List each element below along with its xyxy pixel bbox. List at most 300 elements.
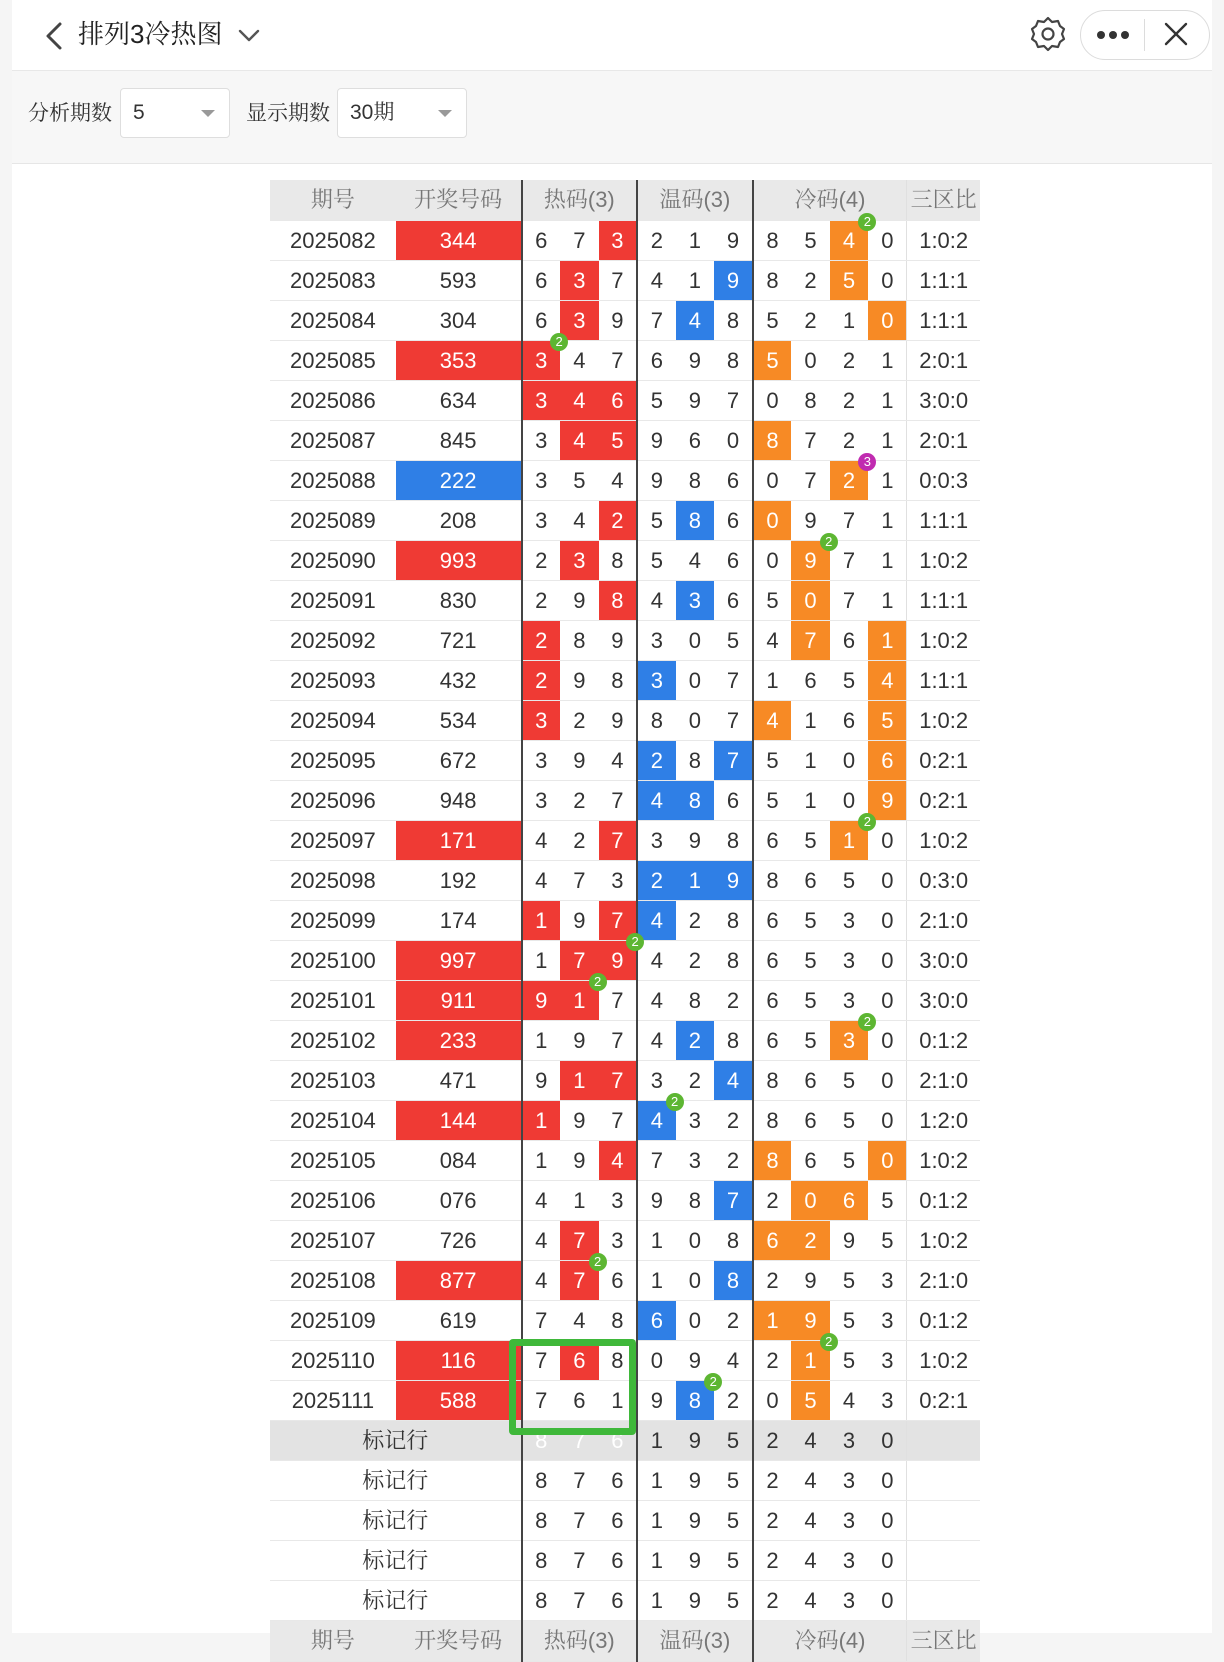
title-dropdown-button[interactable] [236,22,262,48]
hot-digit-cell: 4 [560,1301,599,1341]
issue-cell: 2025100 [270,941,396,981]
cold-digit-cell: 5 [791,221,830,261]
issue-cell: 2025092 [270,621,396,661]
issue-cell: 2025099 [270,901,396,941]
cold-digit-cell: 0 [868,861,907,901]
cold-digit-cell: 3 [830,901,869,941]
display-periods-label: 显示期数 [246,102,330,125]
warm-digit-cell: 6 [714,461,753,501]
cold-digit-cell: 0 [791,1181,830,1221]
cold-digit-cell: 6 [753,901,792,941]
table-row [270,421,980,461]
cold-digit-cell: 3 [868,1341,907,1381]
warm-digit-cell: 7 [714,741,753,781]
issue-cell: 2025109 [270,1301,396,1341]
cold-digit-cell: 1 [868,341,907,381]
hot-digit-cell: 4 [522,821,561,861]
warm-digit-cell: 3 [637,661,676,701]
zone-ratio-cell: 2:0:1 [907,341,980,381]
hot-digit-cell: 9 [522,981,561,1021]
cold-digit-cell: 1 [791,741,830,781]
table-row [270,701,980,741]
warm-digit-cell: 5 [637,381,676,421]
zone-ratio-cell: 1:0:2 [907,541,980,581]
hot-digit-cell: 3 [522,381,561,421]
cold-digit-cell: 0 [868,1101,907,1141]
issue-cell: 2025086 [270,381,396,421]
cold-digit-cell: 5 [753,741,792,781]
warm-digit-cell: 8 [714,341,753,381]
cold-digit-cell: 8 [753,1141,792,1181]
mark-warm-cell: 1 [637,1421,676,1461]
table-row [270,501,980,541]
hot-digit-cell: 2 [522,541,561,581]
hot-digit-cell: 3 [522,701,561,741]
zone-ratio-cell: 0:0:3 [907,461,980,501]
table-row [270,1261,980,1301]
hot-digit-cell: 3 [599,221,638,261]
repeat-count-badge: 2 [550,333,568,351]
cold-digit-cell: 3 [868,1261,907,1301]
cold-digit-cell: 0 [753,381,792,421]
warm-digit-cell: 6 [714,501,753,541]
warm-digit-cell: 0 [676,701,715,741]
cold-digit-cell: 2 [791,1221,830,1261]
hot-digit-cell: 7 [522,1341,561,1381]
zone-ratio-cell: 1:1:1 [907,261,980,301]
table-row [270,901,980,941]
mark-cold-cell: 0 [868,1461,907,1501]
warm-digit-cell: 2 [637,221,676,261]
hot-digit-cell: 3 [522,781,561,821]
mini-program-capsule [1080,10,1210,60]
warm-digit-cell: 9 [676,821,715,861]
warm-digit-cell: 8 [714,941,753,981]
draw-number-cell: 997 [396,941,522,981]
cold-digit-cell: 2 [830,341,869,381]
warm-digit-cell: 8 2 [676,1381,715,1421]
cold-digit-cell: 5 [830,261,869,301]
cold-digit-cell: 0 [868,821,907,861]
warm-digit-cell: 9 [714,221,753,261]
cold-digit-cell: 4 [868,661,907,701]
warm-digit-cell: 0 [676,661,715,701]
hot-digit-cell: 9 [560,901,599,941]
mark-cold-cell: 3 [830,1501,869,1541]
mark-warm-cell: 1 [637,1581,676,1621]
zone-ratio-cell: 0:1:2 [907,1181,980,1221]
hot-digit-cell: 4 [560,421,599,461]
mark-cold-cell: 0 [868,1581,907,1621]
cold-digit-cell: 2 [753,1341,792,1381]
hot-digit-cell: 9 2 [599,941,638,981]
hot-digit-cell: 8 [599,1301,638,1341]
zone-ratio-cell: 1:0:2 [907,1141,980,1181]
cold-digit-cell: 6 [830,621,869,661]
hot-digit-cell: 2 [522,581,561,621]
cold-digit-cell: 5 [868,1221,907,1261]
draw-number-cell: 588 [396,1381,522,1421]
warm-digit-cell: 1 [676,861,715,901]
table-row [270,381,980,421]
display-periods-select[interactable] [337,88,467,138]
header-draw: 开奖号码 [396,180,522,221]
cold-digit-cell: 6 [753,821,792,861]
warm-digit-cell: 1 [676,221,715,261]
warm-digit-cell: 8 [714,1261,753,1301]
cold-digit-cell: 6 [791,1141,830,1181]
zone-ratio-cell: 1:0:2 [907,701,980,741]
zone-ratio-cell: 2:1:0 [907,1061,980,1101]
draw-number-cell: 471 [396,1061,522,1101]
warm-digit-cell: 0 [676,1301,715,1341]
warm-digit-cell: 8 [676,1181,715,1221]
mark-row-label: 标记行 [270,1461,522,1501]
table-row [270,1141,980,1181]
mark-row[interactable] [270,1541,980,1581]
hot-digit-cell: 7 [599,981,638,1021]
mark-ratio-cell [907,1421,980,1461]
header-issue: 期号 [270,180,396,221]
draw-number-cell: 877 [396,1261,522,1301]
cold-digit-cell: 3 [830,981,869,1021]
cold-digit-cell: 5 [830,1101,869,1141]
warm-digit-cell: 6 [637,1301,676,1341]
more-button[interactable] [1081,11,1144,59]
zone-ratio-cell: 0:3:0 [907,861,980,901]
issue-cell: 2025098 [270,861,396,901]
analysis-periods-label: 分析期数 [28,102,112,125]
warm-digit-cell: 9 [637,461,676,501]
mark-row[interactable] [270,1581,980,1621]
cold-digit-cell: 2 [753,1261,792,1301]
warm-digit-cell: 1 [676,261,715,301]
cold-digit-cell: 1 [868,581,907,621]
mark-hot-cell: 8 [522,1421,561,1461]
mark-row[interactable] [270,1501,980,1541]
warm-digit-cell: 3 [637,621,676,661]
warm-digit-cell: 6 [714,541,753,581]
issue-cell: 2025091 [270,581,396,621]
mark-hot-cell: 6 [599,1421,638,1461]
warm-digit-cell: 2 [714,1141,753,1181]
cold-digit-cell: 5 [753,781,792,821]
issue-cell: 2025089 [270,501,396,541]
cold-digit-cell: 1 2 [830,821,869,861]
warm-digit-cell: 7 [714,381,753,421]
warm-digit-cell: 6 [714,581,753,621]
cold-digit-cell: 0 [868,1061,907,1101]
cold-digit-cell: 5 [830,1341,869,1381]
issue-cell: 2025087 [270,421,396,461]
mark-row-label: 标记行 [270,1501,522,1541]
app-frame [12,0,1212,1653]
mark-hot-cell: 6 [599,1501,638,1541]
draw-number-cell: 174 [396,901,522,941]
hot-digit-cell: 1 [522,941,561,981]
cold-digit-cell: 4 [753,701,792,741]
hot-digit-cell: 5 [560,461,599,501]
repeat-count-badge: 2 [626,933,644,951]
cold-digit-cell: 6 [791,861,830,901]
issue-cell: 2025083 [270,261,396,301]
warm-digit-cell: 4 [637,781,676,821]
warm-digit-cell: 3 [676,1101,715,1141]
warm-digit-cell: 1 [637,1261,676,1301]
cold-digit-cell: 7 [791,461,830,501]
zone-ratio-cell: 0:1:2 [907,1301,980,1341]
mark-warm-cell: 5 [714,1541,753,1581]
mark-hot-cell: 7 [560,1541,599,1581]
issue-cell: 2025106 [270,1181,396,1221]
hot-digit-cell: 9 [560,1021,599,1061]
mark-warm-cell: 1 [637,1501,676,1541]
mark-warm-cell: 9 [676,1581,715,1621]
cold-digit-cell: 0 [753,541,792,581]
cold-digit-cell: 2 [830,421,869,461]
select-arrow-icon [201,110,215,117]
hot-digit-cell: 2 [599,501,638,541]
hot-digit-cell: 3 [522,421,561,461]
draw-number-cell: 432 [396,661,522,701]
issue-cell: 2025082 [270,221,396,261]
hot-digit-cell: 9 [522,1061,561,1101]
hot-digit-cell: 2 [560,821,599,861]
hot-digit-cell: 9 [560,661,599,701]
draw-number-cell: 233 [396,1021,522,1061]
zone-ratio-cell: 1:1:1 [907,661,980,701]
mark-warm-cell: 1 [637,1461,676,1501]
draw-number-cell: 144 [396,1101,522,1141]
cold-digit-cell: 8 [753,221,792,261]
issue-cell: 2025104 [270,1101,396,1141]
warm-digit-cell: 4 [637,581,676,621]
mark-cold-cell: 3 [830,1581,869,1621]
warm-digit-cell: 2 [714,981,753,1021]
cold-digit-cell: 6 [791,1061,830,1101]
mark-cold-cell: 3 [830,1461,869,1501]
warm-digit-cell: 4 [637,941,676,981]
hot-digit-cell: 7 [599,901,638,941]
warm-digit-cell: 8 [676,981,715,1021]
cold-digit-cell: 0 [868,1021,907,1061]
mark-warm-cell: 9 [676,1421,715,1461]
cold-digit-cell: 7 [791,621,830,661]
mark-row[interactable] [270,1421,980,1461]
more-dots-icon [1081,11,1144,59]
cold-digit-cell: 1 [791,781,830,821]
mark-warm-cell: 5 [714,1581,753,1621]
hot-digit-cell: 7 [599,1061,638,1101]
cold-digit-cell: 0 [868,941,907,981]
hot-digit-cell: 3 [522,741,561,781]
chevron-left-icon [38,18,74,54]
warm-digit-cell: 8 [637,701,676,741]
filter-bar [12,71,1212,164]
table-footer-row [270,1621,980,1662]
cold-digit-cell: 6 [753,1221,792,1261]
hot-digit-cell: 3 2 [522,341,561,381]
table-row [270,581,980,621]
mark-hot-cell: 6 [599,1581,638,1621]
warm-digit-cell: 4 [676,541,715,581]
draw-number-cell: 304 [396,301,522,341]
cold-digit-cell: 2 [791,261,830,301]
mark-hot-cell: 6 [599,1541,638,1581]
cold-digit-cell: 5 [791,821,830,861]
footer-draw: 开奖号码 [396,1621,522,1662]
repeat-count-badge: 2 [820,533,838,551]
cold-digit-cell: 5 [830,661,869,701]
page-title[interactable]: 排列3冷热图 [78,19,223,49]
warm-digit-cell: 4 [714,1061,753,1101]
cold-digit-cell: 5 [753,341,792,381]
analysis-periods-value: 5 [133,101,145,124]
cold-digit-cell: 5 [753,301,792,341]
hot-digit-cell: 7 [599,821,638,861]
cold-digit-cell: 1 [868,501,907,541]
hot-digit-cell: 8 [560,621,599,661]
issue-cell: 2025111 [270,1381,396,1421]
warm-digit-cell: 9 [714,261,753,301]
draw-number-cell: 208 [396,501,522,541]
cold-digit-cell: 9 [791,501,830,541]
hot-digit-cell: 7 [522,1301,561,1341]
mark-hot-cell: 7 [560,1581,599,1621]
warm-digit-cell: 4 [637,981,676,1021]
repeat-count-badge: 2 [858,1013,876,1031]
hot-digit-cell: 4 [599,461,638,501]
mark-hot-cell: 7 [560,1421,599,1461]
cold-digit-cell: 4 [753,621,792,661]
hot-digit-cell: 2 [522,661,561,701]
warm-digit-cell: 4 2 [637,1101,676,1141]
warm-digit-cell: 8 [676,501,715,541]
mark-cold-cell: 2 [753,1541,792,1581]
hot-cold-table [270,180,980,1662]
back-button[interactable] [38,18,74,54]
mark-cold-cell: 0 [868,1421,907,1461]
warm-digit-cell: 6 [637,341,676,381]
table-row [270,1381,980,1421]
settings-button[interactable] [1028,14,1068,54]
cold-digit-cell: 5 [830,1261,869,1301]
hot-cold-table-container [270,180,980,1662]
mark-hot-cell: 8 [522,1461,561,1501]
mark-warm-cell: 9 [676,1461,715,1501]
hot-digit-cell: 4 [560,381,599,421]
warm-digit-cell: 4 [637,1021,676,1061]
close-icon [1145,11,1208,59]
warm-digit-cell: 5 [637,541,676,581]
table-row [270,1101,980,1141]
warm-digit-cell: 6 [676,421,715,461]
warm-digit-cell: 9 [714,861,753,901]
cold-digit-cell: 5 [830,1061,869,1101]
hot-digit-cell: 4 [560,501,599,541]
table-row [270,1221,980,1261]
zone-ratio-cell: 1:1:1 [907,581,980,621]
issue-cell: 2025088 [270,461,396,501]
hot-digit-cell: 1 [522,1021,561,1061]
warm-digit-cell: 0 [676,1221,715,1261]
warm-digit-cell: 6 [714,781,753,821]
mark-row[interactable] [270,1461,980,1501]
table-row [270,661,980,701]
table-row [270,1341,980,1381]
mark-cold-cell: 3 [830,1541,869,1581]
warm-digit-cell: 0 [676,621,715,661]
draw-number-cell: 171 [396,821,522,861]
warm-digit-cell: 4 [637,261,676,301]
zone-ratio-cell: 3:0:0 [907,981,980,1021]
warm-digit-cell: 4 [676,301,715,341]
mark-cold-cell: 2 [753,1461,792,1501]
close-button[interactable] [1145,11,1208,59]
hot-digit-cell: 1 [560,1061,599,1101]
hot-digit-cell: 7 [599,781,638,821]
hot-digit-cell: 7 [599,341,638,381]
draw-number-cell: 993 [396,541,522,581]
draw-number-cell: 344 [396,221,522,261]
gear-icon [1028,14,1068,54]
mark-row-label: 标记行 [270,1421,522,1461]
hot-digit-cell: 1 [560,1181,599,1221]
cold-digit-cell: 7 [791,421,830,461]
hot-digit-cell: 5 [599,421,638,461]
cold-digit-cell: 1 [753,661,792,701]
hot-digit-cell: 6 [599,1261,638,1301]
hot-digit-cell: 4 [522,861,561,901]
hot-digit-cell: 2 [522,621,561,661]
repeat-count-badge: 2 [589,1253,607,1271]
table-row [270,981,980,1021]
mark-hot-cell: 8 [522,1501,561,1541]
hot-digit-cell: 3 [560,261,599,301]
draw-number-cell: 721 [396,621,522,661]
analysis-periods-select[interactable] [120,88,230,138]
header-ratio: 三区比 [907,180,980,221]
table-row [270,741,980,781]
hot-digit-cell: 6 [522,261,561,301]
hot-digit-cell: 3 [560,301,599,341]
table-row [270,621,980,661]
hot-digit-cell: 7 [522,1381,561,1421]
mark-hot-cell: 8 [522,1541,561,1581]
mark-hot-cell: 7 [560,1461,599,1501]
mark-ratio-cell [907,1461,980,1501]
cold-digit-cell: 8 [753,261,792,301]
hot-digit-cell: 3 [560,541,599,581]
header-cold: 冷码(4) [753,180,907,221]
warm-digit-cell: 9 [676,341,715,381]
mark-cold-cell: 4 [791,1501,830,1541]
cold-digit-cell: 5 [753,581,792,621]
hot-digit-cell: 6 [522,221,561,261]
mark-hot-cell: 7 [560,1501,599,1541]
select-arrow-icon [438,110,452,117]
warm-digit-cell: 3 [676,1141,715,1181]
warm-digit-cell: 2 [714,1301,753,1341]
warm-digit-cell: 1 [637,1221,676,1261]
draw-number-cell: 619 [396,1301,522,1341]
cold-digit-cell: 3 [868,1381,907,1421]
cold-digit-cell: 6 [791,1101,830,1141]
draw-number-cell: 192 [396,861,522,901]
cold-digit-cell: 0 [753,1381,792,1421]
zone-ratio-cell: 0:2:1 [907,741,980,781]
hot-digit-cell: 7 [599,1101,638,1141]
